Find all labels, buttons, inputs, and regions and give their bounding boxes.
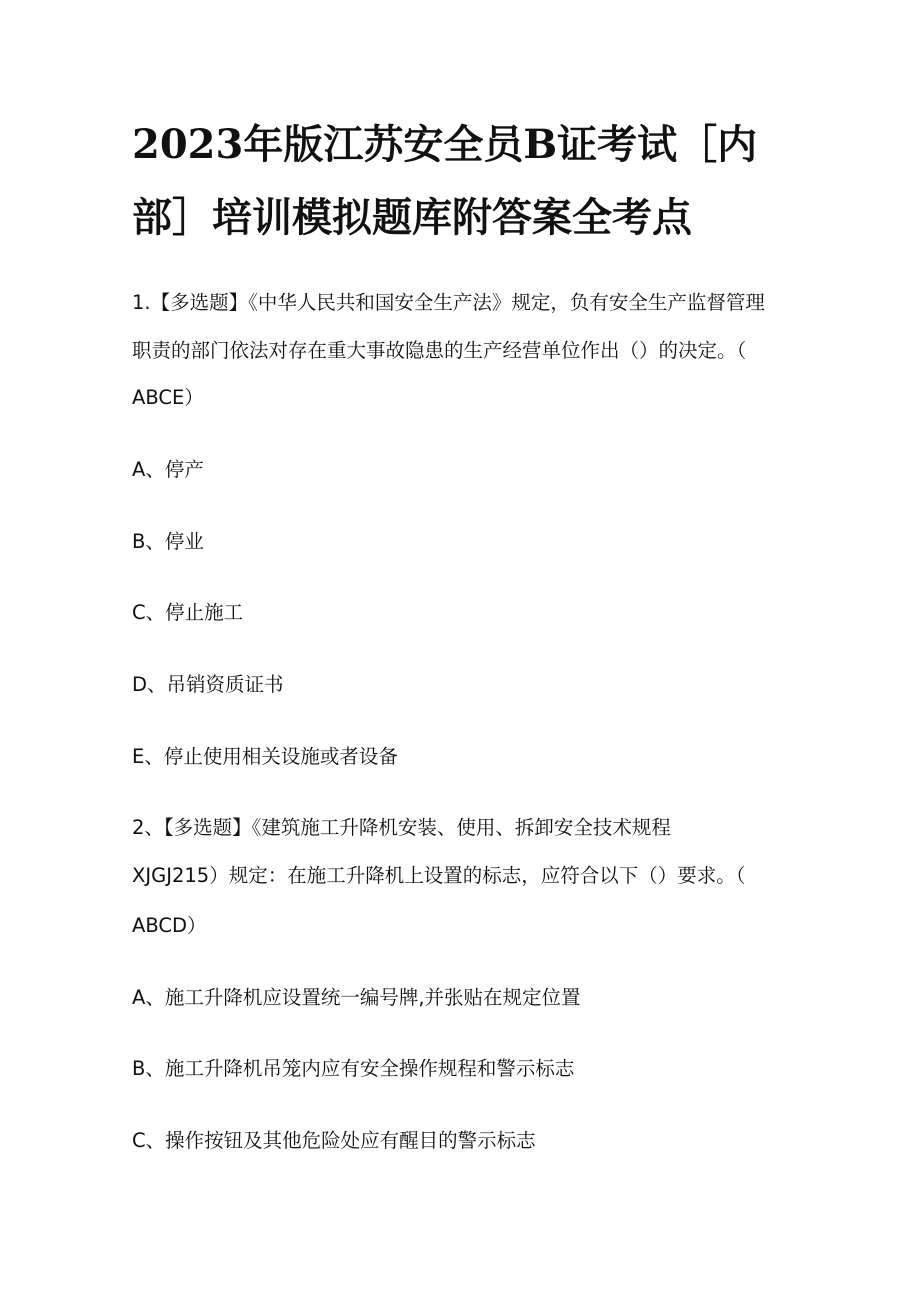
question-1-option-b: B、停业 [132,530,204,553]
question-1-option-e: E、停止使用相关设施或者设备 [132,745,398,768]
document-title-line-1: 2023年版江苏安全员B证考试［内 [132,121,758,168]
question-2-option-a: A、施工升降机应设置统一编号牌,并张贴在规定位置 [132,986,581,1009]
question-2-option-c: C、操作按钮及其他危险处应有醒目的警示标志 [132,1129,536,1152]
question-1-answer: ABCE） [132,386,204,409]
question-1-text-line-2: 职责的部门依法对存在重大事故隐患的生产经营单位作出（）的决定。（ [132,339,747,362]
document-title-line-2: 部］培训模拟题库附答案全考点 [132,194,692,241]
question-2-text-line-1: 2、【多选题】《建筑施工升降机安装、使用、拆卸安全技术规程 [132,816,671,839]
question-1-option-d: D、吊销资质证书 [132,673,284,696]
question-1-option-c: C、停止施工 [132,601,244,624]
question-2-option-b: B、施工升降机吊笼内应有安全操作规程和警示标志 [132,1057,575,1080]
question-1-text-line-1: 1.【多选题】《中华人民共和国安全生产法》规定，负有安全生产监督管理 [132,291,765,314]
question-2-answer: ABCD） [132,914,207,937]
question-2-text-line-2: XJGJ215）规定：在施工升降机上设置的标志，应符合以下（）要求。（ [132,864,746,887]
question-1-option-a: A、停产 [132,458,204,481]
